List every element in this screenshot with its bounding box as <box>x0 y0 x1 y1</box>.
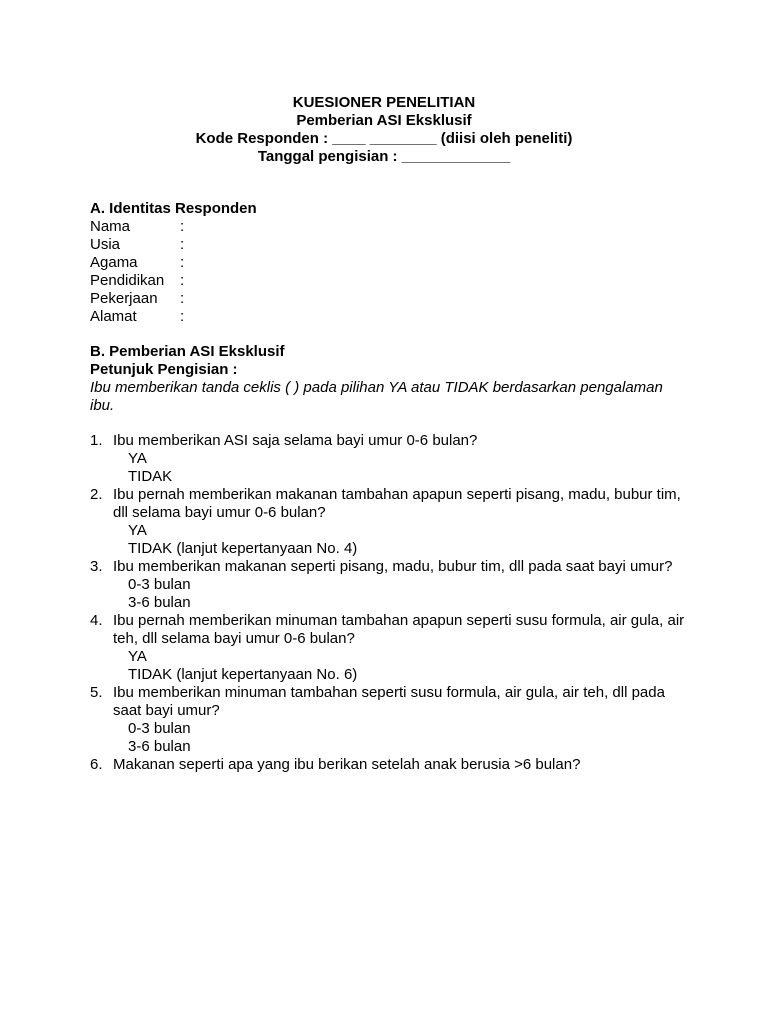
answer-option[interactable] <box>113 522 690 540</box>
question-body <box>113 684 690 756</box>
question-item <box>90 684 690 756</box>
answer-option[interactable] <box>113 666 690 684</box>
answer-option-label: 0-3 bulan <box>128 576 191 593</box>
answer-option-label: YA <box>128 450 147 467</box>
question-number: 2. <box>90 486 103 503</box>
checkbox-icon[interactable] <box>113 540 128 558</box>
question-item <box>90 558 690 612</box>
identity-field-row <box>90 218 690 236</box>
question-body <box>113 612 690 684</box>
question-text: Makanan seperti apa yang ibu berikan setelah anak berusia >6 bulan? <box>113 756 581 773</box>
instruction-heading: Petunjuk Pengisian : <box>90 361 238 378</box>
identity-fields <box>90 218 690 326</box>
section-identity <box>90 200 690 326</box>
question-item <box>90 432 690 486</box>
question-number: 6. <box>90 756 103 773</box>
identity-field-row <box>90 272 690 290</box>
answer-option[interactable] <box>113 594 690 612</box>
checkbox-icon[interactable] <box>113 666 128 684</box>
document-title: KUESIONER PENELITIAN <box>292 94 476 111</box>
fill-date-line: Tanggal pengisian : _____________ <box>257 148 511 165</box>
question-list <box>90 432 690 774</box>
identity-field-colon: : <box>180 290 185 307</box>
answer-option[interactable] <box>113 540 690 558</box>
question-text: Ibu pernah memberikan makanan tambahan apapun seperti pisang, madu, bubur tim, dll selama bayi umur 0-6 bulan? <box>113 486 681 521</box>
question-body <box>113 486 690 558</box>
question-text: Ibu pernah memberikan minuman tambahan apapun seperti susu formula, air gula, air teh, dll selama bayi umur 0-6 bulan? <box>113 612 685 647</box>
checkbox-icon[interactable] <box>113 450 128 468</box>
answer-option[interactable] <box>113 720 690 738</box>
question-item <box>90 486 690 558</box>
section-b-heading: B. Pemberian ASI Eksklusif <box>90 343 285 360</box>
question-number: 3. <box>90 558 103 575</box>
identity-field-colon: : <box>180 218 185 235</box>
question-number: 4. <box>90 612 103 629</box>
answer-option[interactable] <box>113 738 690 756</box>
checkbox-icon[interactable] <box>113 576 128 594</box>
question-body <box>113 558 690 612</box>
identity-field-label: Alamat <box>90 308 137 325</box>
identity-field-label: Pendidikan <box>90 272 165 289</box>
identity-field-label: Nama <box>90 218 131 235</box>
answer-option-label: TIDAK (lanjut kepertanyaan No. 6) <box>128 666 358 683</box>
document-header <box>0 94 768 166</box>
answer-option[interactable] <box>113 576 690 594</box>
answer-option-label: TIDAK (lanjut kepertanyaan No. 4) <box>128 540 358 557</box>
checkbox-icon[interactable] <box>113 648 128 666</box>
question-text: Ibu memberikan minuman tambahan seperti susu formula, air gula, air teh, dll pada saat bayi umur? <box>113 684 665 719</box>
answer-option-label: TIDAK <box>128 468 173 485</box>
question-item <box>90 756 690 774</box>
answer-option-label: YA <box>128 522 147 539</box>
answer-option[interactable] <box>113 450 690 468</box>
checkbox-icon[interactable] <box>113 594 128 612</box>
question-text: Ibu memberikan makanan seperti pisang, madu, bubur tim, dll pada saat bayi umur? <box>113 558 673 575</box>
question-item <box>90 612 690 684</box>
identity-field-colon: : <box>180 272 185 289</box>
question-body <box>113 432 690 486</box>
answer-option-label: 3-6 bulan <box>128 738 191 755</box>
checkbox-icon[interactable] <box>113 738 128 756</box>
identity-field-row <box>90 308 690 326</box>
identity-field-colon: : <box>180 236 185 253</box>
checkbox-icon[interactable] <box>113 720 128 738</box>
answer-option[interactable] <box>113 648 690 666</box>
identity-field-row <box>90 290 690 308</box>
answer-option-label: YA <box>128 648 147 665</box>
identity-field-row <box>90 254 690 272</box>
identity-field-label: Pekerjaan <box>90 290 158 307</box>
question-body <box>113 756 690 774</box>
checkbox-icon[interactable] <box>113 522 128 540</box>
section-asi <box>90 343 690 415</box>
section-a-heading: A. Identitas Responden <box>90 200 257 217</box>
answer-option-label: 3-6 bulan <box>128 594 191 611</box>
identity-field-row <box>90 236 690 254</box>
checkbox-icon[interactable] <box>113 468 128 486</box>
respondent-code-line: Kode Responden : ____ ________ (diisi oleh peneliti) <box>195 130 573 147</box>
identity-field-label: Agama <box>90 254 138 271</box>
identity-field-colon: : <box>180 308 185 325</box>
question-text: Ibu memberikan ASI saja selama bayi umur 0-6 bulan? <box>113 432 478 449</box>
instruction-text: Ibu memberikan tanda ceklis ( ) pada pilihan YA atau TIDAK berdasarkan pengalaman ibu. <box>90 379 663 414</box>
answer-option[interactable] <box>113 468 690 486</box>
question-number: 5. <box>90 684 103 701</box>
identity-field-label: Usia <box>90 236 121 253</box>
answer-option-label: 0-3 bulan <box>128 720 191 737</box>
question-number: 1. <box>90 432 103 449</box>
identity-field-colon: : <box>180 254 185 271</box>
document-subtitle: Pemberian ASI Eksklusif <box>296 112 472 129</box>
